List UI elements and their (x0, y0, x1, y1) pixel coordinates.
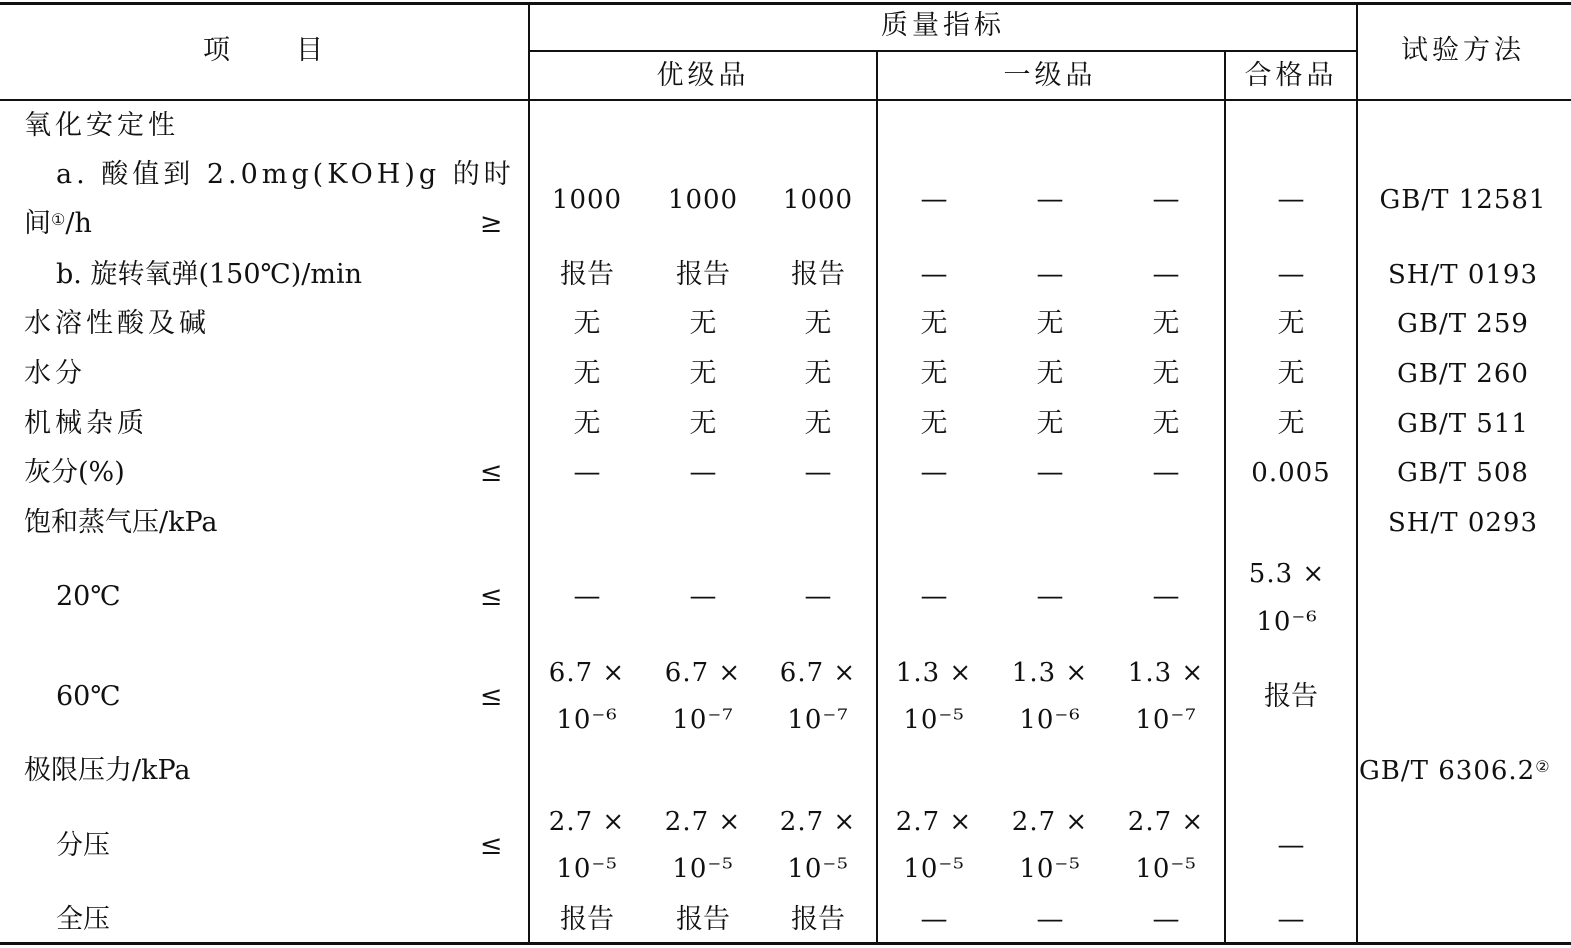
method-impurities: GB/T 511 (1397, 409, 1529, 439)
method-ultimate-pressure-text: GB/T 6306.2 (1359, 756, 1536, 786)
cell-acid-time-6: — (1152, 184, 1180, 215)
cell-ash-6: — (1152, 457, 1180, 488)
cell-ash-7: 0.005 (1251, 458, 1331, 488)
cell-moisture-4: 无 (920, 358, 948, 389)
cell-vp-60-7: 报告 (1264, 681, 1318, 712)
cell-partial-5-line1: 2.7 × (1011, 807, 1089, 837)
cell-acid-time-2: 1000 (667, 185, 739, 215)
row-label-partial: 分压 (56, 830, 110, 861)
cell-rotating-bomb-4: — (920, 259, 948, 290)
row-op-acid-time: ≥ (479, 208, 503, 239)
row-op-partial: ≤ (479, 830, 503, 861)
cell-partial-7: — (1277, 830, 1305, 861)
cell-vp-20-6: — (1152, 581, 1180, 612)
cell-rotating-bomb-7: — (1277, 259, 1305, 290)
cell-partial-1-line1: 2.7 × (548, 807, 626, 837)
cell-acid-time-5: — (1036, 184, 1064, 215)
row-label-acid-time-2 (24, 207, 92, 241)
cell-partial-2-line2: 10⁻⁵ (672, 854, 734, 884)
col-rule-2 (876, 51, 878, 943)
cell-vp-20-1: — (573, 581, 601, 612)
row-label-water-acid-base: 水溶性酸及碱 (24, 308, 210, 339)
cell-moisture-5: 无 (1036, 358, 1064, 389)
cell-total-4: — (920, 904, 948, 935)
method-moisture: GB/T 260 (1397, 359, 1529, 389)
cell-partial-2-line1: 2.7 × (664, 807, 742, 837)
cell-total-6: — (1152, 904, 1180, 935)
cell-total-3: 报告 (791, 904, 845, 935)
cell-partial-6-line2: 10⁻⁵ (1135, 854, 1197, 884)
cell-ash-3: — (804, 457, 832, 488)
cell-vp-20-4: — (920, 581, 948, 612)
cell-impurities-3: 无 (804, 408, 832, 439)
cell-moisture-3: 无 (804, 358, 832, 389)
row-op-vp-60: ≤ (479, 681, 503, 712)
cell-rotating-bomb-1: 报告 (560, 259, 614, 290)
cell-water-acid-base-6: 无 (1152, 308, 1180, 339)
cell-partial-1-line2: 10⁻⁵ (556, 854, 618, 884)
row-label-vp-20: 20℃ (56, 581, 121, 612)
cell-water-acid-base-7: 无 (1277, 308, 1305, 339)
header-grade-qualified: 合格品 (1244, 60, 1338, 91)
cell-total-5: — (1036, 904, 1064, 935)
row-label-impurities: 机械杂质 (24, 408, 148, 439)
cell-rotating-bomb-5: — (1036, 259, 1064, 290)
cell-vp-20-2: — (689, 581, 717, 612)
col-rule-3 (1224, 51, 1226, 943)
cell-moisture-6: 无 (1152, 358, 1180, 389)
cell-acid-time-7: — (1277, 184, 1305, 215)
cell-impurities-6: 无 (1152, 408, 1180, 439)
cell-vp-60-5-line1: 1.3 × (1011, 658, 1089, 688)
cell-partial-3-line2: 10⁻⁵ (787, 854, 849, 884)
header-grade-first: 一级品 (1003, 60, 1097, 91)
cell-water-acid-base-1: 无 (573, 308, 601, 339)
cell-vp-60-2-line2: 10⁻⁷ (672, 705, 734, 735)
cell-water-acid-base-3: 无 (804, 308, 832, 339)
cell-vp-20-5: — (1036, 581, 1064, 612)
cell-water-acid-base-2: 无 (689, 308, 717, 339)
cell-vp-60-1-line1: 6.7 × (548, 658, 626, 688)
footnote-2: ② (1535, 757, 1551, 776)
cell-impurities-4: 无 (920, 408, 948, 439)
cell-total-7: — (1277, 904, 1305, 935)
cell-partial-3-line1: 2.7 × (779, 807, 857, 837)
cell-vp-20-7-line2: 10⁻⁶ (1256, 607, 1318, 637)
cell-rotating-bomb-3: 报告 (791, 259, 845, 290)
method-ultimate-pressure (1359, 754, 1551, 788)
row-label-oxidation: 氧化安定性 (24, 110, 179, 141)
acid-time-unit: /h (65, 208, 92, 239)
grade-rule (529, 50, 1357, 52)
row-label-acid-time-1: a. 酸值到 2.0mg(KOH)g 的时 (56, 159, 515, 190)
row-label-vp-60: 60℃ (56, 681, 121, 712)
cell-ash-1: — (573, 457, 601, 488)
cell-partial-5-line2: 10⁻⁵ (1019, 854, 1081, 884)
cell-acid-time-1: 1000 (551, 185, 623, 215)
cell-total-1: 报告 (560, 904, 614, 935)
cell-moisture-2: 无 (689, 358, 717, 389)
row-label-rotating-bomb: b. 旋转氧弹(150℃)/min (56, 259, 362, 290)
cell-partial-4-line1: 2.7 × (895, 807, 973, 837)
cell-partial-4-line2: 10⁻⁵ (903, 854, 965, 884)
cell-rotating-bomb-2: 报告 (676, 259, 730, 290)
cell-vp-60-3-line2: 10⁻⁷ (787, 705, 849, 735)
cell-water-acid-base-5: 无 (1036, 308, 1064, 339)
row-label-total: 全压 (56, 904, 110, 935)
cell-impurities-2: 无 (689, 408, 717, 439)
cell-vp-60-4-line1: 1.3 × (895, 658, 973, 688)
cell-ash-5: — (1036, 457, 1064, 488)
method-vapor-pressure: SH/T 0293 (1387, 508, 1539, 538)
row-label-moisture: 水分 (24, 358, 86, 389)
cell-vp-60-1-line2: 10⁻⁶ (556, 705, 618, 735)
col-rule-4 (1356, 3, 1358, 943)
header-test-method: 试验方法 (1401, 35, 1525, 66)
cell-acid-time-4: — (920, 184, 948, 215)
header-item: 项 目 (203, 35, 327, 66)
method-rotating-bomb: SH/T 0193 (1387, 260, 1539, 290)
row-op-ash: ≤ (479, 457, 503, 488)
cell-vp-60-2-line1: 6.7 × (664, 658, 742, 688)
cell-partial-6-line1: 2.7 × (1127, 807, 1205, 837)
cell-vp-60-6-line2: 10⁻⁷ (1135, 705, 1197, 735)
cell-total-2: 报告 (676, 904, 730, 935)
cell-water-acid-base-4: 无 (920, 308, 948, 339)
method-acid-time: GB/T 12581 (1379, 185, 1547, 215)
method-ash: GB/T 508 (1397, 458, 1529, 488)
footnote-1: ① (51, 210, 66, 229)
top-rule (0, 2, 1571, 5)
method-water-acid-base: GB/T 259 (1397, 309, 1529, 339)
cell-vp-60-6-line1: 1.3 × (1127, 658, 1205, 688)
header-bottom-rule (0, 99, 1571, 101)
cell-ash-4: — (920, 457, 948, 488)
col-rule-1 (528, 3, 530, 943)
cell-impurities-1: 无 (573, 408, 601, 439)
cell-vp-60-3-line1: 6.7 × (779, 658, 857, 688)
cell-ash-2: — (689, 457, 717, 488)
acid-time-label: 间 (24, 208, 51, 239)
cell-impurities-7: 无 (1277, 408, 1305, 439)
header-quality-index: 质量指标 (881, 10, 1005, 41)
row-label-ultimate-pressure: 极限压力/kPa (24, 755, 191, 786)
cell-acid-time-3: 1000 (782, 185, 854, 215)
header-grade-premium: 优级品 (656, 60, 750, 91)
cell-vp-60-5-line2: 10⁻⁶ (1019, 705, 1081, 735)
cell-vp-20-3: — (804, 581, 832, 612)
cell-moisture-7: 无 (1277, 358, 1305, 389)
row-label-vapor-pressure: 饱和蒸气压/kPa (24, 507, 218, 538)
cell-vp-20-7-line1: 5.3 × (1248, 559, 1326, 589)
row-op-vp-20: ≤ (479, 581, 503, 612)
cell-moisture-1: 无 (573, 358, 601, 389)
cell-vp-60-4-line2: 10⁻⁵ (903, 705, 965, 735)
cell-impurities-5: 无 (1036, 408, 1064, 439)
bottom-rule (0, 942, 1571, 945)
row-label-ash: 灰分(%) (24, 457, 125, 488)
cell-rotating-bomb-6: — (1152, 259, 1180, 290)
